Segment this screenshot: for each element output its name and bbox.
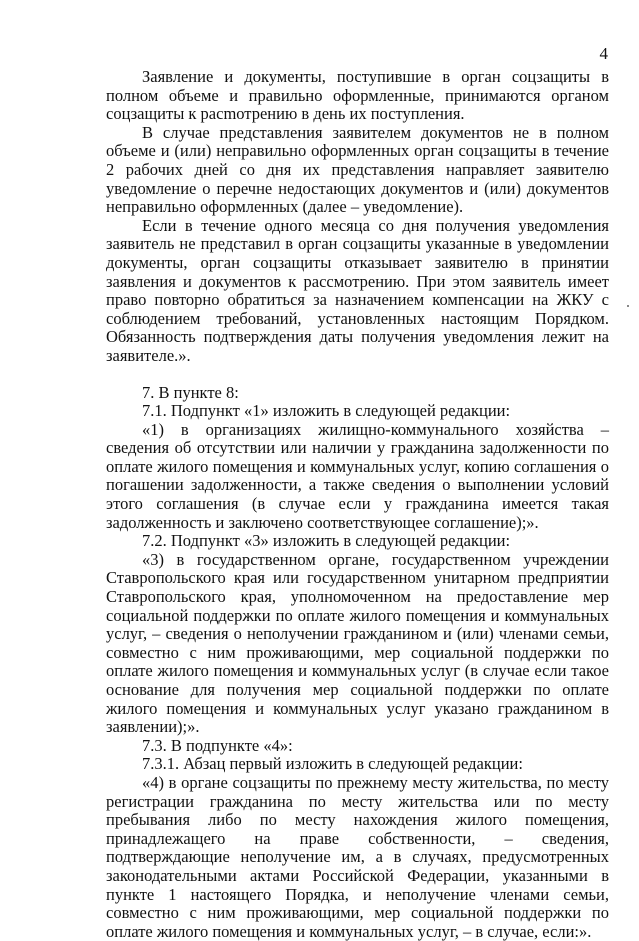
paragraph-subitem-4-text: «4) в органе соцзащиты по прежнему месту жительства, по месту регистрации гражданина по месту жительства или по месту пребывания либо по месту нахождения жилого помещения, принадлежащего на праве собственности, – сведения, подтверждающие неполучение им, а в случаях, предусмотренных законодательными актами Российской Федерации, указанными в пункте 1 настоящего Порядка, и неполучение членами семьи, совместно с ним проживающими, мер социальной поддержки по оплате жилого помещения и коммунальных услуг, – в случае, если:». — [106, 772, 609, 941]
paragraph-refusal: Если в течение одного месяца со дня получения уведомления заявитель не представил в орган соцзащиты указанные в уведомлении документы, орган соцзащиты отказывает заявителю в принятии заявления и документов к рассмотрению. При этом заявитель имеет право повторно обратиться за назначением компенсации на ЖКУ с соблюдением требований, установленных настоящим Порядком. Обязанность подтверждения даты получения уведомления лежит на заявителе.». — [106, 215, 609, 365]
paragraph-item-7-heading: 7. В пункте 8: — [142, 382, 239, 402]
paragraph-incomplete-documents: В случае представления заявителем документов не в полном объеме и (или) неправильно оформленных орган соцзащиты в течение 2 рабочих дней со дня их представления направляет заявителю уведомление о перечне недостающих документов и (или) документов неправильно оформленных (далее – уведомление). — [106, 122, 609, 217]
scan-speck — [627, 305, 629, 307]
paragraph-application-acceptance: Заявление и документы, поступившие в орган соцзащиты в полном объеме и правильно оформленные, принимаются органом соцзащиты к расmотрению в день их поступления. — [106, 67, 609, 124]
paragraph-subitem-1-text: «1) в организациях жилищно-коммунального хозяйства – сведения об отсутствии или наличии у гражданина задолженности по оплате жилого помещения и коммунальных услуг, копию соглашения о погашении задолженности, а также сведения о выполнении условий этого соглашения (в случае если у гражданина имеется такая задолженность и заключено соответствующее соглашение);». — [106, 419, 609, 532]
paragraph-item-7-2: 7.2. Подпункт «3» изложить в следующей редакции: — [142, 531, 511, 551]
paragraph-subitem-3-text: «3) в государственном органе, государственном учреждении Ставропольского края или государственном унитарном предприятии Ставропольского края, уполномоченном на предоставление мер социальной поддержки по оплате жилого помещения и коммунальных услуг, – сведения о неполучении гражданином и (или) членами семьи, совместно с ним проживающими, мер социальной поддержки по оплате жилого помещения и коммунальных услуг (в случае если такое основание для получения мер социальной поддержки по оплате жилого помещения и коммунальных услуг указано гражданином в заявлении);». — [106, 549, 609, 737]
paragraph-item-7-3-1: 7.3.1. Абзац первый изложить в следующей редакции: — [142, 754, 523, 774]
paragraph-item-7-1: 7.1. Подпункт «1» изложить в следующей редакции: — [142, 401, 511, 421]
page-number: 4 — [599, 44, 608, 63]
paragraph-item-7-3: 7.3. В подпункте «4»: — [142, 735, 293, 755]
document-body — [106, 68, 609, 941]
